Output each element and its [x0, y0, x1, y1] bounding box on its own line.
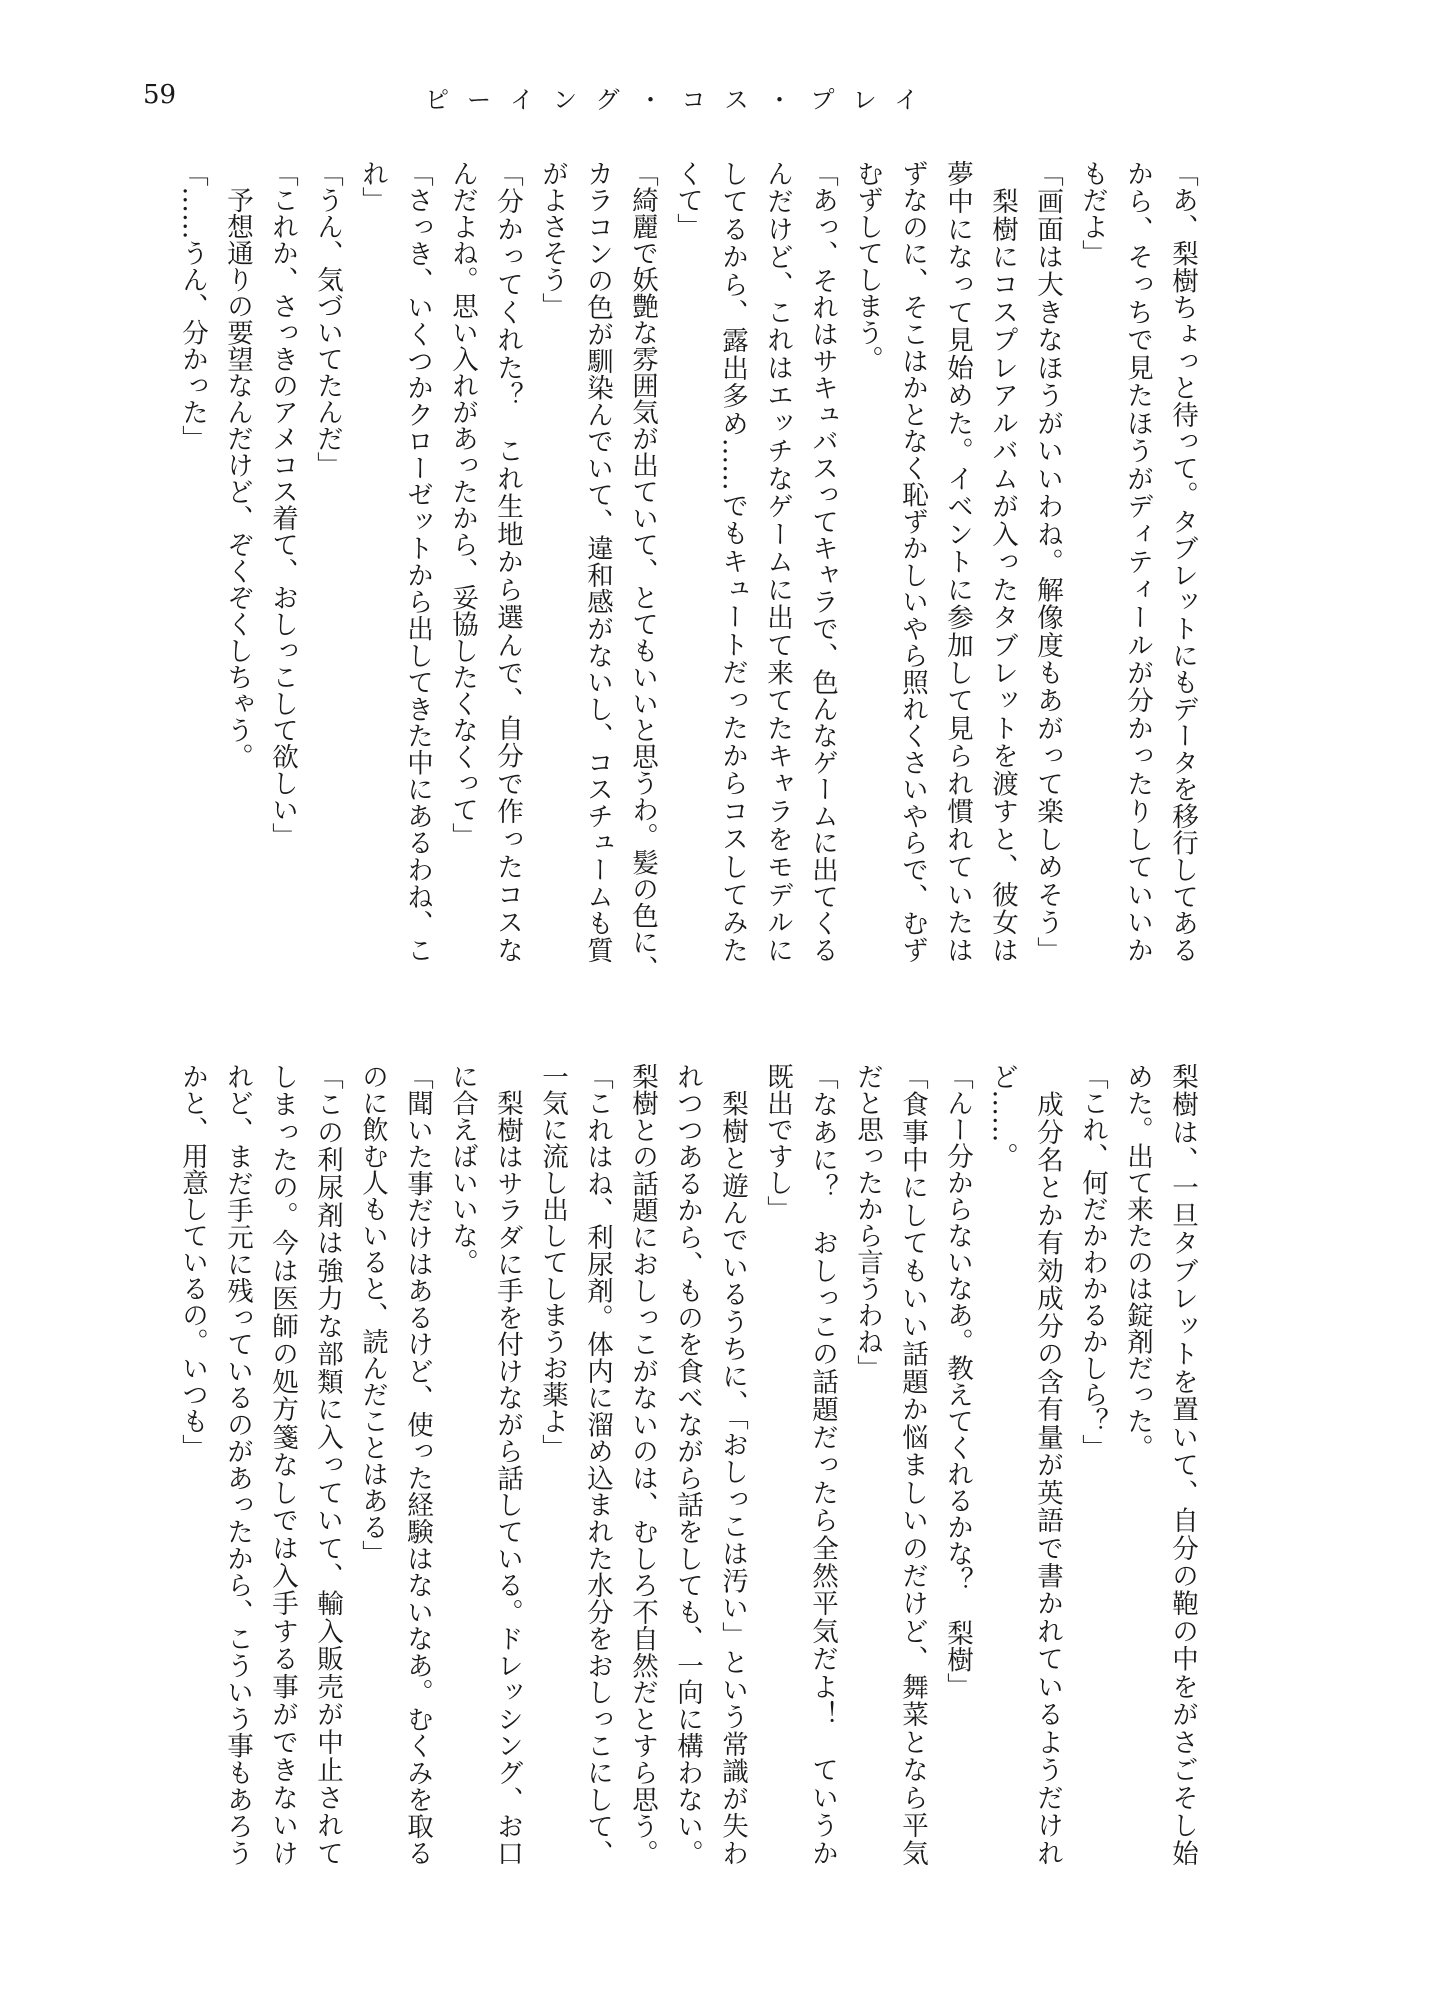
text-line: 「あ、梨樹ちょっと待って。タブレットにもデータを移行してある — [1167, 160, 1198, 963]
text-line: がよさそう」 — [537, 160, 568, 319]
text-line: 成分名とか有効成分の含有量が英語で書かれているようだけれ — [1032, 1063, 1063, 1866]
text-line: カラコンの色が馴染んでいて、違和感がないし、コスチュームも質 — [582, 160, 613, 963]
text-line: 梨樹との話題におしっこがないのは、むしろ不自然だとすら思う。 — [627, 1063, 658, 1866]
text-line: 既出ですし」 — [762, 1063, 793, 1222]
text-line: めた。出て来たのは錠剤だった。 — [1122, 1063, 1153, 1461]
upper-text-block — [170, 160, 1205, 982]
text-line: 「分かってくれた？ これ生地から選んで、自分で作ったコスな — [492, 160, 523, 963]
text-line: しまったの。今は医師の処方箋なしでは入手する事ができないけ — [267, 1063, 298, 1866]
text-line: ど……。 — [987, 1063, 1018, 1169]
text-line: 予想通りの要望なんだけど、ぞくぞくしちゃう。 — [222, 160, 253, 770]
text-line: 「なあに？ おしっこの話題だったら全然平気だよ！ ていうか — [807, 1063, 838, 1866]
text-line: 「さっき、いくつかクローゼットから出してきた中にあるわね、こ — [402, 160, 433, 963]
text-line: だと思ったから言うわね」 — [852, 1063, 883, 1381]
text-line: むずしてしまう。 — [852, 160, 883, 372]
text-line: 「これはね、利尿剤。体内に溜め込まれた水分をおしっこにして、 — [582, 1063, 613, 1866]
text-line: 「んー分からないなあ。教えてくれるかな？ 梨樹」 — [942, 1063, 973, 1699]
text-line: 「これか、さっきのアメコス着て、おしっこして欲しい」 — [267, 160, 298, 849]
text-line: 「この利尿剤は強力な部類に入っていて、輸入販売が中止されて — [312, 1063, 343, 1866]
text-line: 「……うん、分かった」 — [177, 160, 208, 452]
text-line: 一気に流し出してしまうお薬よ」 — [537, 1063, 568, 1461]
text-line: れつつあるから、ものを食べながら話をしても、一向に構わない。 — [672, 1063, 703, 1867]
text-line: んだけど、これはエッチなゲームに出て来てたキャラをモデルに — [762, 160, 793, 963]
text-line: 梨樹にコスプレアルバムが入ったタブレットを渡すと、彼女は — [987, 160, 1018, 963]
text-line: 梨樹は、一旦タブレットを置いて、自分の鞄の中をがさごそし始 — [1167, 1063, 1198, 1866]
text-line: 「綺麗で妖艶な雰囲気が出ていて、とてもいいと思うわ。髪の色に、 — [627, 160, 658, 982]
text-line: 「これ、何だかわかるかしら？」 — [1077, 1063, 1108, 1461]
text-line: 「うん、気づいてたんだ」 — [312, 160, 343, 478]
text-line: 梨樹はサラダに手を付けながら話している。ドレッシング、お口 — [492, 1063, 523, 1866]
text-line: 「画面は大きなほうがいいわね。解像度もあがって楽しめそう」 — [1032, 160, 1063, 963]
text-line: 夢中になって見始めた。イベントに参加して見られ慣れていたは — [942, 160, 973, 963]
text-line: 「聞いた事だけはあるけど、使った経験はないなあ。むくみを取る — [402, 1063, 433, 1866]
text-line: してるから、露出多め……でもキュートだったからコスしてみた — [717, 160, 748, 963]
text-line: んだよね。思い入れがあったから、妥協したくなくって」 — [447, 160, 478, 849]
text-line: に合えばいいな。 — [447, 1063, 478, 1275]
text-line: れど、まだ手元に残っているのがあったから、こういう事もあろう — [222, 1063, 253, 1867]
text-line: かと、用意しているの。いつも」 — [177, 1063, 208, 1461]
text-line: くて」 — [672, 160, 703, 240]
text-line: 「あっ、それはサキュバスってキャラで、色んなゲームに出てくる — [807, 160, 838, 963]
text-line: から、そっちで見たほうがディティールが分かったりしていいか — [1122, 160, 1153, 963]
text-line: 梨樹と遊んでいるうちに、「おしっこは汚い」という常識が失わ — [717, 1063, 748, 1866]
running-title: ピーイング・コス・プレイ — [425, 86, 938, 114]
lower-text-block — [170, 1063, 1205, 1873]
text-line: 「食事中にしてもいい話題か悩ましいのだけど、舞菜となら平気 — [897, 1063, 928, 1866]
text-line: れ」 — [357, 160, 388, 213]
text-line: のに飲む人もいると、読んだことはある」 — [357, 1063, 388, 1567]
page-number: 59 — [143, 80, 177, 110]
text-line: ずなのに、そこはかとなく恥ずかしいやら照れくさいやらで、むず — [897, 160, 928, 963]
text-line: もだよ」 — [1077, 160, 1108, 266]
